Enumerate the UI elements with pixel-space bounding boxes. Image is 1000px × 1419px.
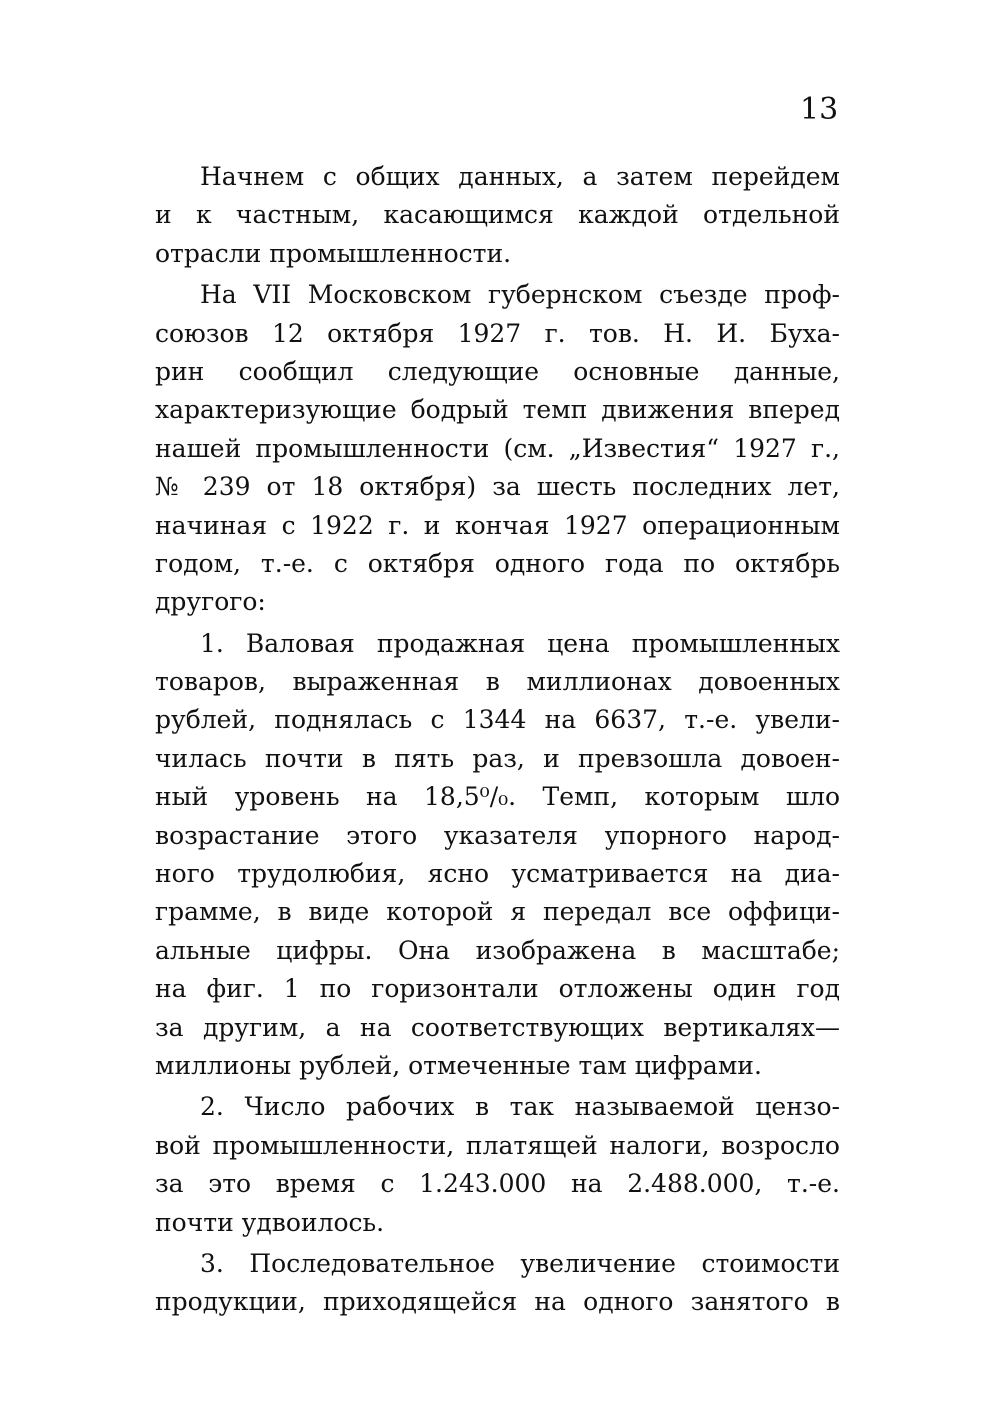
text-line: № 239 от 18 октября) за шесть последних лет, [155,472,840,502]
text-line: вой промышленности, платящей налоги, возросло [155,1130,840,1160]
text-line: за другим, а на соответствующих вертикалях— [155,1012,840,1042]
text-line: годом, т.-е. с октября одного года по октябрь [155,548,840,578]
text-line: возрастание этого указателя упорного народ- [155,820,840,850]
text-line: отрасли промышленности. [155,238,512,268]
text-line: рублей, поднялась с 1344 на 6637, т.-е. увели- [155,705,840,735]
text-line: товаров, выраженная в миллионах довоенных [155,667,840,697]
text-line: характеризующие бодрый темп движения вперед [155,395,840,425]
text-line: нашей промышленности (см. „Известия“ 1927 г., [155,433,840,463]
text-line: чилась почти в пять раз, и превзошла довоен- [155,743,840,773]
text-line: 1. Валовая продажная цена промышленных [200,628,840,658]
text-line: грамме, в виде которой я передал все оффици- [155,897,840,927]
text-line: миллионы рублей, отмеченные там цифрами. [155,1050,762,1080]
text-line: ного трудолюбия, ясно усматривается на диа- [155,859,840,889]
text-line: на фиг. 1 по горизонтали отложены один год [155,974,840,1004]
body-text [155,158,840,1322]
text-line: рин сообщил следующие основные данные, [155,356,840,386]
text-line: за это время с 1.243.000 на 2.488.000, т.-е. [155,1169,840,1199]
text-line: почти удвоилось. [155,1207,385,1237]
text-line: Начнем с общих данных, а затем перейдем [200,162,840,191]
text-line: ный уровень на 18,5⁰/₀. Темп, которым шло [155,782,840,812]
text-line: На VII Московском губернском съезде проф- [200,280,840,310]
text-line: 2. Число рабочих в так называемой цензо- [200,1092,840,1122]
text-line: продукции, приходящейся на одного занятого в [155,1287,840,1317]
text-line: начиная с 1922 г. и кончая 1927 операционным [155,510,840,540]
page-number: 13 [800,92,839,127]
text-line: альные цифры. Она изображена в масштабе; [155,935,840,965]
text-line: и к частным, касающимся каждой отдельной [155,200,840,230]
text-line: 3. Последовательное увеличение стоимости [200,1248,840,1278]
text-line: союзов 12 октября 1927 г. тов. Н. И. Буха- [155,318,840,348]
text-line: другого: [155,587,266,617]
